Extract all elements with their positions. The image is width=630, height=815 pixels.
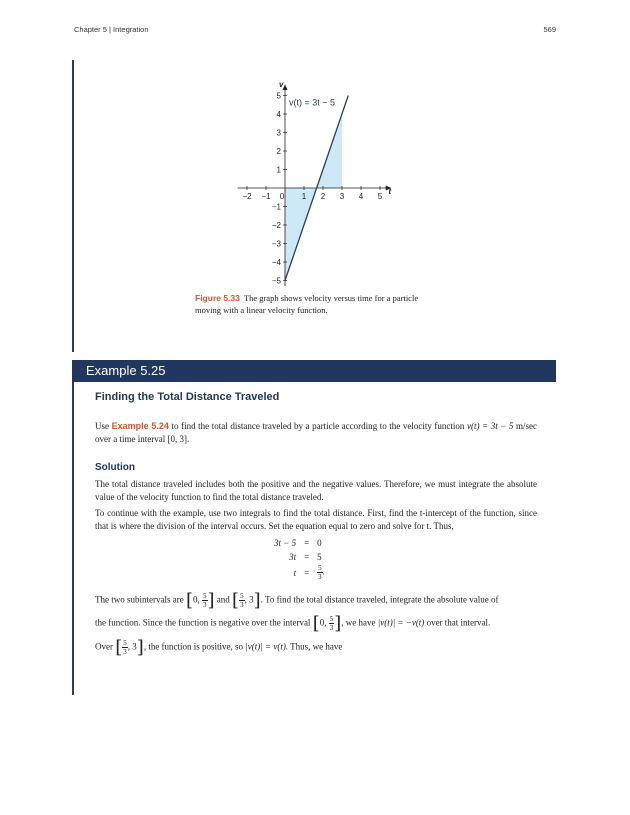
y-tick-label: 1 [276,165,281,175]
margin-bar-example [72,360,74,695]
subinterval-line: The two subintervals are [0, $\frac{5}{3}$ ] and [ $\frac{5}{3}$ , 3]. To find the total distance traveled, integrate the absolute value of [95,590,499,611]
y-tick-label: −2 [271,221,281,230]
x-tick-label: 0 [279,192,285,201]
x-tick-label: −1 [261,192,271,201]
example-link[interactable]: Example 5.24 [111,421,169,431]
x-tick-label: 1 [301,192,307,201]
y-axis-label: v [279,80,284,90]
eq2-eq: = [304,552,310,562]
example-banner: Example 5.25 [72,360,556,382]
equation-row-2 [270,550,329,564]
eq1-lhs: 3t − 5 [274,538,297,548]
solution-heading: Solution [95,462,135,473]
x-tick-label: 5 [377,192,383,201]
intro-a: Use [95,421,109,431]
y-tick-label: −4 [271,258,281,267]
x-tick-label: 2 [320,192,326,201]
x-axis-label: t [388,187,392,196]
eq3-rhs: $\frac{5}{3}$ . [318,564,325,581]
intro-interval: [0, 3]. [167,434,190,444]
eq1-rhs: 0 [317,538,322,548]
figure-caption-text: The graph shows velocity versus time for a particle moving with a linear velocity function. [195,293,419,315]
y-tick-label: −5 [271,276,281,286]
intro-d: m/sec over a time interval [95,421,537,444]
negative-interval-line: the function. Since the function is negative over the interval [0, $\frac{5}{3}$ ], we have |v(t)| = −v(t) over that interval. [95,613,491,634]
equation-row-1 [270,536,329,550]
solution-paragraph-1: The total distance traveled includes both the positive and the negative values. Therefore, we must integrate the absolute value of the velocity function to find the total distance traveled. [95,479,537,502]
intro-function: v(t) = 3t − 5 [466,421,514,431]
equation-block [270,536,329,581]
margin-bar-top [72,60,74,352]
example-intro [95,420,537,446]
eq3-lhs: t [293,567,297,578]
chapter-header: Chapter 5 | Integration [74,25,149,34]
velocity-graph [228,80,398,290]
y-tick-label: 2 [276,147,281,156]
example-title: Finding the Total Distance Traveled [95,391,280,403]
function-label: v(t) = 3t − 5 [289,97,336,108]
eq2-lhs: 3t [289,552,297,562]
figure-label: Figure 5.33 [195,293,240,303]
eq3-eq: = [304,567,310,578]
y-tick-label: −3 [271,239,281,249]
intro-b: to find the total distance traveled by a particle according to the velocity function [171,421,465,431]
eq1-eq: = [304,538,310,548]
y-tick-label: 5 [276,91,281,101]
y-tick-label: 3 [276,128,281,138]
eq2-rhs: 5 [317,552,322,562]
x-tick-label: 4 [358,192,364,201]
positive-interval-line: Over [ $\frac{5}{3}$ , 3], the function is positive, so |v(t)| = v(t). Thus, we have [95,637,343,658]
velocity-chart-svg [228,80,398,290]
x-tick-label: 3 [339,192,345,201]
y-tick-label: 4 [276,110,281,119]
solution-paragraph-2: To continue with the example, use two integrals to find the total distance. First, find the t-intercept of the function, since that is where the division of the interval occurs. Set the equation equal to zero and solve for t. Thus, [95,508,537,531]
equation-row-3 [270,564,329,581]
y-tick-label: −1 [271,202,281,212]
figure-caption [195,292,435,316]
page-number: 569 [543,25,556,34]
x-tick-label: −2 [242,192,252,201]
